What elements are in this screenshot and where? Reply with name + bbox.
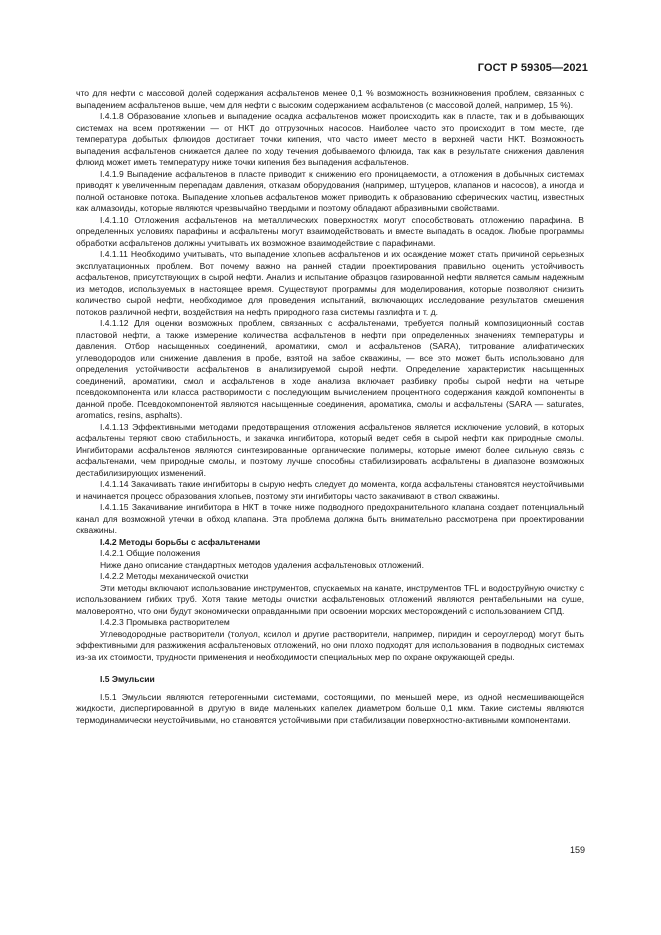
page-body — [76, 88, 584, 726]
paragraph: I.4.1.11 Необходимо учитывать, что выпадение хлопьев асфальтенов и их осаждение может стать причиной серьезных эксплуатационных проблем. Вот почему важно на ранней стадии проектирования правильно оценить устойчивость асфальтенов, присутствующих в сырой нефти. Анализ и испытание образцов газированной нефти является самым надежным из методов, используемых в настоящее время. Существуют программы для моделирования, которые позволяют снизить количество сырой нефти, необходимое для проведения испытаний, включающих исследование результатов смешения потоков различной нефти, воздействия на нефть природного газа системы газлифта и т. д. — [76, 249, 584, 317]
document-header: ГОСТ Р 59305—2021 — [477, 62, 588, 74]
paragraph: I.5.1 Эмульсии являются гетерогенными системами, состоящими, по меньшей мере, из одной несмешивающейся жидкости, диспергированной в другую в виде маленьких капелек диаметром больше 0,1 мкм. Такие системы являются термодинамически неустойчивыми, но становятся устойчивыми при стабилизации поверхностно-активными компонентами. — [76, 691, 584, 725]
paragraph: I.4.2.3 Промывка растворителем — [100, 617, 230, 627]
paragraph: I.4.1.15 Закачивание ингибитора в НКТ в точке ниже подводного предохранительного клапана создает потенциальный канал для возможной утечки в обход клапана. Эта проблема должна быть внимательно рассмотрена при проектировании скважины. — [76, 502, 584, 535]
paragraph: Ниже дано описание стандартных методов удаления асфальтеновых отложений. — [100, 559, 424, 570]
paragraph: I.4.1.9 Выпадение асфальтенов в пласте приводит к снижению его проницаемости, а отложения в добычных системах приводят к увеличенным перепадам давления, отказам оборудования (например, штуцеров, клапанов и насосов), а иногда и полной остановке потока. Выпадение хлопьев асфальтенов может приводить к образованию сферических частиц, известных как алмазоиды, которые являются чрезвычайно твердыми и поэтому обладают абразивными свойствами. — [76, 168, 584, 213]
page-number: 159 — [569, 845, 585, 855]
paragraph: I.4.1.14 Закачивать такие ингибиторы в сырую нефть следует до момента, когда асфальтены становятся неустойчивыми и начинается процесс образования хлопьев, поэтому эти ингибиторы часто закачивают в ствол скважины. — [76, 479, 584, 501]
paragraph: I.4.2.1 Общие положения — [100, 548, 201, 558]
section-heading: I.5 Эмульсии — [100, 674, 155, 684]
paragraph: I.4.1.12 Для оценки возможных проблем, связанных с асфальтенами, требуется полный композиционный состав пластовой нефти, а также измерение количества асфальтенов в нефти при определенных значениях температуры и давления. Отбор насыщенных соединений, ароматики, смол и асфальтенов (SARA), титрование алифатических углеводородов или снижение давления в пробе, взятой на забое скважины, — все это может быть использовано для определения устойчивости асфальтенов в анализируемой сырой нефти. Определение характеристик насыщенных соединений, ароматики, смол и асфальтенов в ходе анализа включает разбивку пробы сырой нефти на четыре псевдокомпонента или класса растворимости с последующим вычислением процентного содержания каждой компоненты в данной пробе. Псевдокомпонентой являются насыщенные соединения, ароматика, смолы и асфальтены (SARA — saturates, aromatics, resins, asphalts). — [76, 318, 584, 420]
paragraph: что для нефти с массовой долей содержания асфальтенов менее 0,1 % возможность возникновения проблем, связанных с выпадением асфальтенов выше, чем для нефти с высоким содержанием асфальтенов (с массовой долей, например, 15 %). — [76, 88, 584, 110]
paragraph: I.4.1.8 Образование хлопьев и выпадение осадка асфальтенов может происходить как в пласте, так и в добывающих системах на всем протяжении — от НКТ до отгрузочных насосов. Наиболее часто это происходит в том месте, где температура добытых флюидов достигает точки кипения, что часто имеет место в верхней части НКТ. Возможность выпадения асфальтенов снижается далее по ходу течения добываемого флюида, так как в результате снижения давления флюид может иметь температуру ниже точки кипения без выпадения асфальтенов. — [76, 111, 584, 167]
paragraph: I.4.2.2 Методы механической очистки — [100, 571, 249, 581]
subsection-heading: I.4.2 Методы борьбы с асфальтенами — [100, 536, 261, 547]
paragraph: I.4.1.10 Отложения асфальтенов на металлических поверхностях могут способствовать отложению парафина. В определенных условиях парафины и асфальтены могут взаимодействовать и вместе выпадать в осадок. Любые программы обработки асфальтенов должны учитывать их возможное взаимодействие с парафинами. — [76, 214, 584, 248]
paragraph: Эти методы включают использование инструментов, спускаемых на канате, инструментов TFL и водоструйную очистку с использованием гибких труб. Хотя такие методы очистки асфальтеновых отложений являются рентабельными на суше, маловероятно, что они будут экономически оправданными при освоении морских месторождений с использованием СПД. — [76, 582, 584, 616]
paragraph: I.4.1.13 Эффективными методами предотвращения отложения асфальтенов является исключение условий, в которых асфальтены теряют свою стабильность, и закачка ингибитора, который ведет себя в сырой нефти как природные смолы. Ингибиторами асфальтенов являются синтезированные органические полимеры, которые имеют более сильную связь с асфальтенами, чем природные смолы, и поэтому лучше способны стабилизировать асфальтены в диапазоне возможных дестабилизирующих изменений. — [76, 421, 584, 478]
paragraph: Углеводородные растворители (толуол, ксилол и другие растворители, например, пиридин и сероуглерод) могут быть эффективными для разжижения асфальтеновых отложений, но они плохо подходят для использования в подводных системах из-за их стоимости, трудности применения и необходимости специальных мер по охране окружающей среды. — [76, 628, 584, 662]
